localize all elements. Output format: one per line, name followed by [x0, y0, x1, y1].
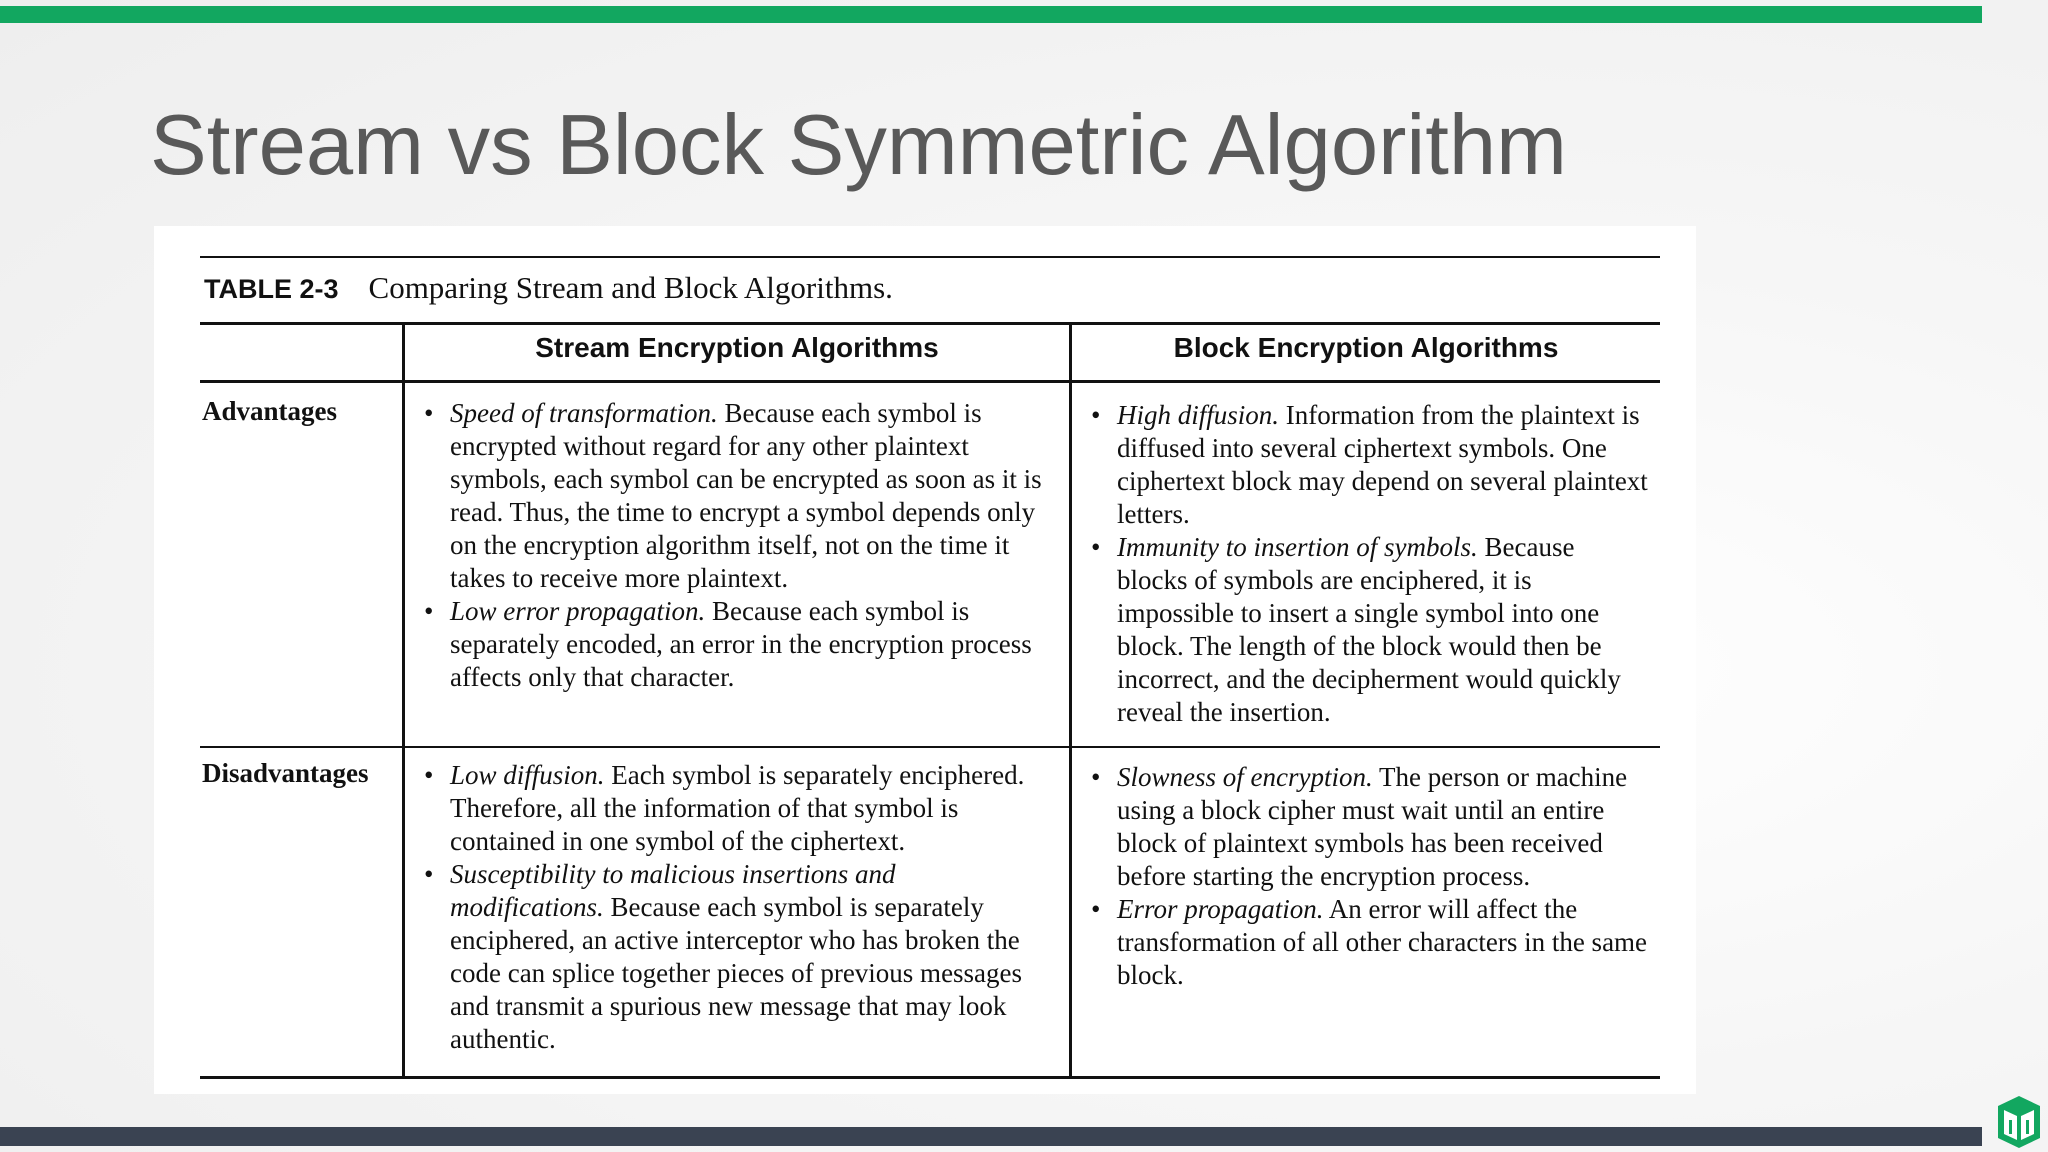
column-header-stream: Stream Encryption Algorithms: [535, 332, 939, 363]
block-disadvantages-cell: [1089, 761, 1649, 992]
comparison-table: [154, 226, 1696, 1094]
block-advantages-cell: [1089, 399, 1649, 729]
list-item: • Immunity to insertion of symbols. Because blocks of symbols are enciphered, it is impossible to insert a single symbol into one block. The length of the block would then be incorrect, and the decipherment would quickly reveal the insertion.: [1089, 531, 1649, 729]
row-label-disadvantages: Disadvantages: [202, 758, 369, 788]
list-item: • Susceptibility to malicious insertions and modifications. Because each symbol is separately enciphered, an active interceptor who has broken the code can splice together pieces of previous messages and transmit a spurious new message that may look authentic.: [422, 858, 1054, 1056]
table-caption-text: Comparing Stream and Block Algorithms.: [368, 270, 893, 305]
stream-disadvantages-cell: [422, 759, 1054, 1056]
row-label-advantages: Advantages: [202, 396, 338, 426]
header-bottom-rule: [200, 380, 1660, 383]
list-item: • Slowness of encryption. The person or machine using a block cipher must wait until an entire block of plaintext symbols has been received before starting the encryption process.: [1089, 761, 1649, 893]
row-divider-rule: [200, 746, 1660, 748]
table-top-rule: [200, 256, 1660, 258]
stream-advantages-cell: [422, 397, 1054, 694]
list-item: • Low error propagation. Because each symbol is separately encoded, an error in the encryption process affects only that character.: [422, 595, 1054, 694]
column-header-block: Block Encryption Algorithms: [1173, 332, 1559, 363]
column-divider-left: [402, 322, 405, 1078]
list-item: • Speed of transformation. Because each symbol is encrypted without regard for any other plaintext symbols, each symbol can be encrypted as soon as it is read. Thus, the time to encrypt a symbol depends only on the encryption algorithm itself, not on the time it takes to receive more plaintext.: [422, 397, 1054, 595]
table-caption: [204, 270, 893, 306]
table-caption-label: TABLE 2-3: [204, 274, 339, 304]
top-accent-bar: [0, 6, 1982, 23]
header-top-rule: [200, 322, 1660, 325]
bottom-accent-bar: [0, 1127, 1982, 1146]
table-bottom-rule: [200, 1076, 1660, 1079]
green-book-logo-icon: [1996, 1094, 2042, 1150]
slide-title: Stream vs Block Symmetric Algorithm: [150, 98, 1567, 193]
list-item: • Error propagation. An error will affect the transformation of all other characters in the same block.: [1089, 893, 1649, 992]
list-item: • Low diffusion. Each symbol is separately enciphered. Therefore, all the information of that symbol is contained in one symbol of the ciphertext.: [422, 759, 1054, 858]
list-item: • High diffusion. Information from the plaintext is diffused into several ciphertext symbols. One ciphertext block may depend on several plaintext letters.: [1089, 399, 1649, 531]
column-divider-right: [1069, 322, 1072, 1078]
